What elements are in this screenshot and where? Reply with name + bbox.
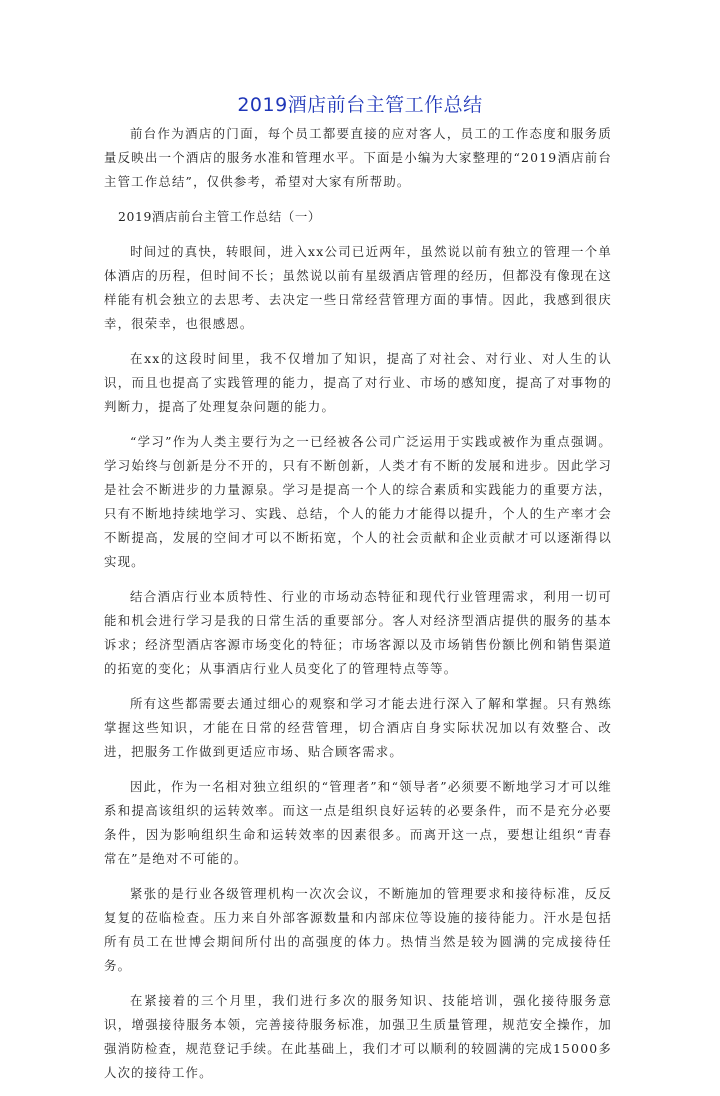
body-paragraph: 结合酒店行业本质特性、行业的市场动态特征和现代行业管理需求，利用一切可能和机会进行学习是我的日常生活的重要部分。客人对经济型酒店提供的服务的基本诉求；经济型酒店客源市场变化的特征；市场客源以及市场销售份额比例和销售渠道的拓宽的变化；从事酒店行业人员变化了的管理特点等等。 [104, 589, 612, 676]
intro-paragraph: 前台作为酒店的门面，每个员工都要直接的应对客人，员工的工作态度和服务质量反映出一个酒店的服务水准和管理水平。下面是小编为大家整理的“2019酒店前台主管工作总结”，仅供参考，希望对大家有所帮助。 [104, 126, 612, 189]
body-paragraph: 因此，作为一名相对独立组织的“管理者”和“领导者”必须要不断地学习才可以维系和提高该组织的运转效率。而这一点是组织良好运转的必要条件，而不是充分必要条件，因为影响组织生命和运转效率的因素很多。而离开这一点，要想让组织“青春常在”是绝对不可能的。 [104, 779, 612, 866]
body-paragraph: 在xx的这段时间里，我不仅增加了知识，提高了对社会、对行业、对人生的认识，而且也提高了实践管理的能力，提高了对行业、市场的感知度，提高了对事物的判断力，提高了处理复杂问题的能力。 [104, 351, 612, 414]
body-paragraph: 时间过的真快，转眼间，进入xx公司已近两年，虽然说以前有独立的管理一个单体酒店的历程，但时间不长；虽然说以前有星级酒店管理的经历，但都没有像现在这样能有机会独立的去思考、去决定一些日常经营管理方面的事情。因此，我感到很庆幸，很荣幸，也很感恩。 [104, 244, 612, 331]
body-paragraph: 紧张的是行业各级管理机构一次次会议，不断施加的管理要求和接待标准，反反复复的莅临检查。压力来自外部客源数量和内部床位等设施的接待能力。汗水是包括所有员工在世博会期间所付出的高强度的体力。热情当然是较为圆满的完成接待任务。 [104, 886, 612, 973]
body-paragraph: 在紧接着的三个月里，我们进行多次的服务知识、技能培训，强化接待服务意识，增强接待服务本领，完善接待服务标准，加强卫生质量管理，规范安全操作，加强消防检查，规范登记手续。在此基础上，我们才可以顺利的较圆满的完成15000多人次的接待工作。 [104, 993, 612, 1080]
body-paragraph: 所有这些都需要去通过细心的观察和学习才能去进行深入了解和掌握。只有熟练掌握这些知识，才能在日常的经营管理，切合酒店自身实际状况加以有效整合、改进，把服务工作做到更适应市场、贴合顾客需求。 [104, 696, 612, 759]
document-title: 2019酒店前台主管工作总结 [237, 94, 483, 116]
section-heading: 2019酒店前台主管工作总结（一） [118, 209, 321, 224]
document-body [104, 122, 612, 1096]
body-paragraph: “学习”作为人类主要行为之一已经被各公司广泛运用于实践或被作为重点强调。学习始终与创新是分不开的，只有不断创新，人类才有不断的发展和进步。因此学习是社会不断进步的力量源泉。学习是提高一个人的综合素质和实践能力的重要方法，只有不断地持续地学习、实践、总结，个人的能力才能得以提升，个人的生产率才会不断提高，发展的空间才可以不断拓宽，个人的社会贡献和企业贡献才可以逐渐得以实现。 [104, 434, 612, 569]
